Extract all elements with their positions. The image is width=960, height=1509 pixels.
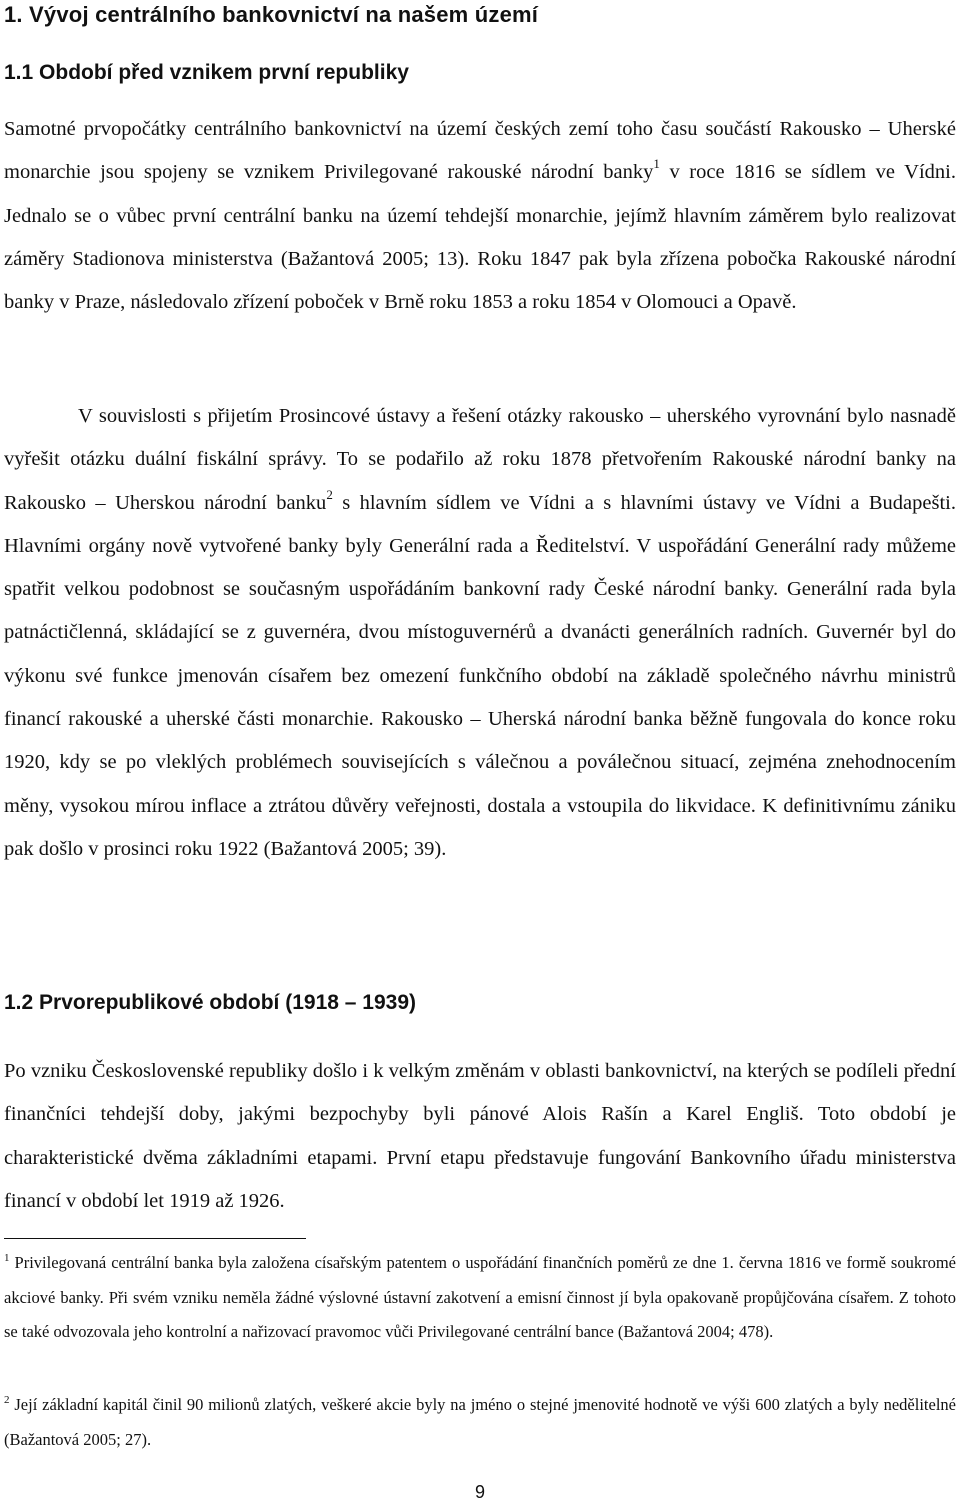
page-number: 9 [474, 1482, 485, 1502]
paragraph-text: s hlavním sídlem ve Vídni a s hlavními ústavy ve Vídni a Budapešti. Hlavními orgány nově vytvořené banky byly Generální rada a Ředitelství. V uspořádání Generální rady můžeme spatřit velkou podobnost se současným uspořádáním bankovní rady České národní banky. Generální rada byla patnáctičlenná, skládající se z guvernéra, dvou místoguvernérů a dvanácti generálních radních. Guvernér byl do výkonu své funkce jmenován císařem bez omezení funkčního období na základě společného návrhu ministrů financí rakouské a uherské části monarchie. Rakousko – Uherská národní banka běžně fungovala do konce roku 1920, kdy se po vleklých problémech souvisejících s válečnou a poválečnou situací, zejména znehodnocením měny, vysokou mírou inflace a ztrátou důvěry veřejnosti, dostala a vstoupila do likvidace. K definitivnímu zániku pak došlo v prosinci roku 1922 (Bažantová 2005; 39). [4, 491, 956, 860]
paragraph-text: Samotné prvopočátky centrálního bankovnictví na území českých zemí toho času součástí Rakousko – Uherské monarchie jsou spojeny se vznikem Privilegované rakouské národní banky [4, 118, 956, 184]
footnote-mark: 1 [4, 1251, 10, 1264]
footnote-ref-1: 1 [653, 156, 660, 172]
footnote-mark: 2 [4, 1393, 10, 1406]
section-heading-1-1: 1.1 Období před vznikem první republiky [4, 61, 409, 84]
paragraph-1-1-b [4, 395, 956, 871]
paragraph-text: V souvislosti s přijetím Prosincové ústavy a řešení otázky rakousko – uherského vyrovnání bylo nasnadě vyřešit otázku duální fiskální správy. To se podařilo až roku 1878 přetvořením Rakouské národní banky na Rakousko – Uherskou národní banku [4, 405, 956, 514]
footnote-text: Privilegovaná centrální banka byla založena císařským patentem o uspořádání finančních poměrů ze dne 1. června 1816 ve formě soukromé akciové banky. Při svém vzniku neměla žádné výslovné ústavní zakotvení a emisní činnost jí byla opakovaně propůjčována císařem. Z tohoto se také odvozovala jeho kontrolní a nařizovací pravomoc vůči Privilegované centrální bance (Bažantová 2004; 478). [4, 1253, 956, 1341]
footnote-1 [4, 1246, 956, 1350]
paragraph-text: v roce 1816 se sídlem ve Vídni. Jednalo se o vůbec první centrální banku na území tehdejší monarchie, jejímž hlavním záměrem bylo realizovat záměry Stadionova ministerstva (Bažantová 2005; 13). Roku 1847 pak byla zřízena pobočka Rakouské národní banky v Praze, následovalo zřízení poboček v Brně roku 1853 a roku 1854 v Olomouci a Opavě. [4, 161, 956, 314]
section-heading-1-2: 1.2 Prvorepublikové období (1918 – 1939) [4, 991, 416, 1014]
paragraph-1-2-a: Po vzniku Československé republiky došlo i k velkým změnám v oblasti bankovnictví, na kterých se podíleli přední finančníci tehdejší doby, jakými bezpochyby byli pánové Alois Rašín a Karel Engliš. Toto období je charakteristické dvěma základními etapami. První etapu představuje fungování Bankovního úřadu ministerstva financí v období let 1919 až 1926. [4, 1060, 956, 1212]
chapter-heading: 1. Vývoj centrálního bankovnictví na našem území [4, 2, 539, 27]
footnote-text: Její základní kapitál činil 90 milionů zlatých, veškeré akcie byly na jméno o stejné jmenovité hodnotě ve výši 600 zlatých a byly nedělitelné (Bažantová 2005; 27). [4, 1395, 956, 1449]
footnote-separator [4, 1238, 306, 1239]
footnote-2 [4, 1388, 956, 1457]
paragraph-1-1-a [4, 108, 956, 324]
footnote-ref-2: 2 [326, 486, 333, 502]
